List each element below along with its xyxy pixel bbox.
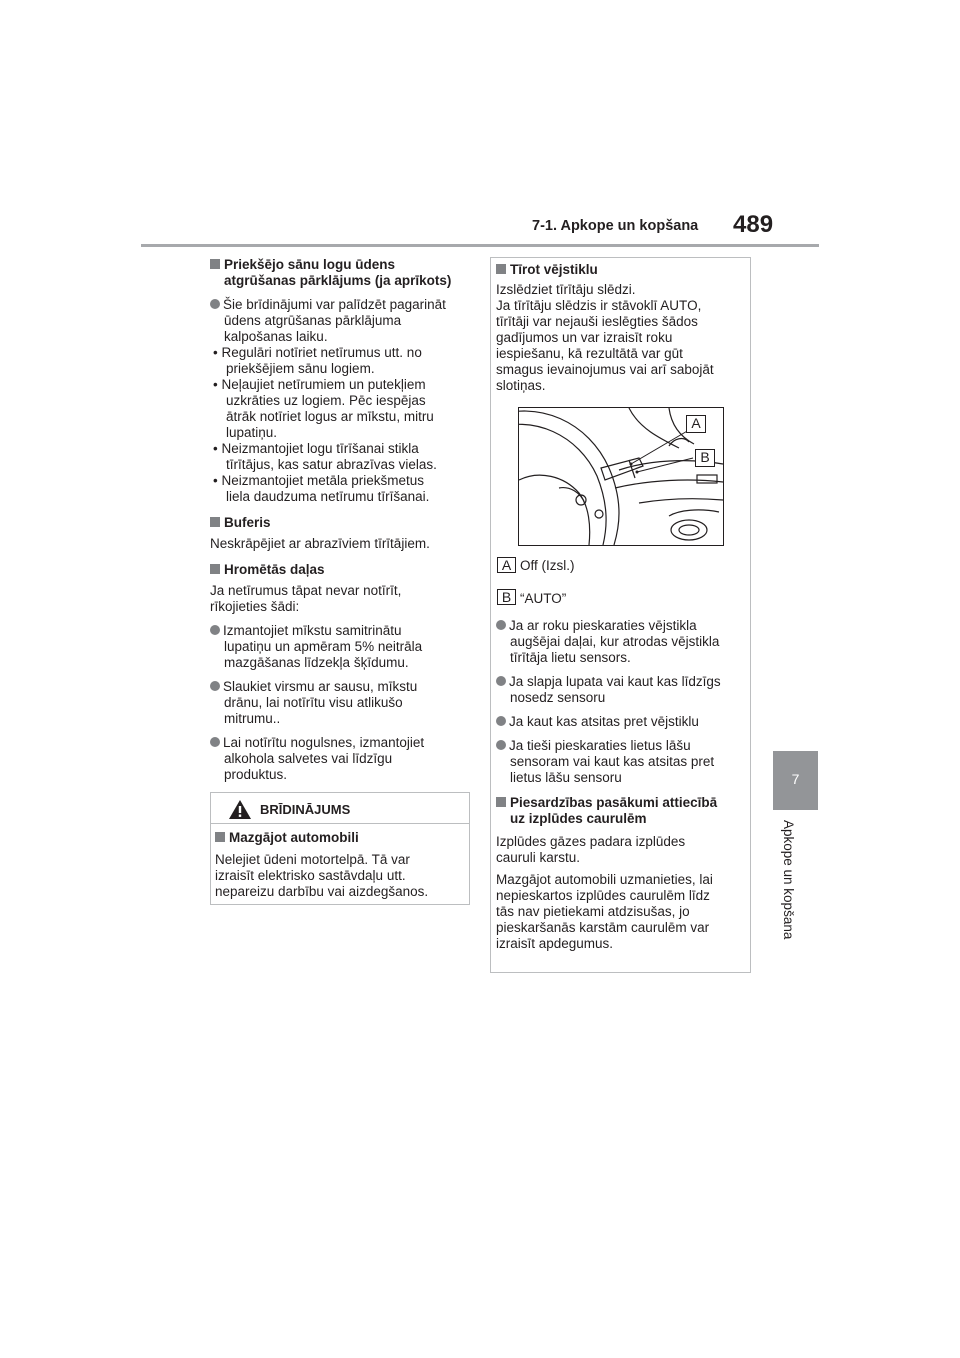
heading-side-window-coating: Priekšējo sānu logu ūdens atgrūšanas pārklājums (ja aprīkots) <box>210 257 472 289</box>
warning-icon <box>228 799 252 820</box>
list-item: Ja tieši pieskaraties lietus lāšu sensoram vai kaut kas atsitas pret lietus lāšu sensoru <box>496 738 746 786</box>
warning-header <box>211 793 469 824</box>
circle-bullet-icon <box>210 737 220 747</box>
chapter-number: 7 <box>791 771 800 787</box>
circle-bullet-icon <box>496 676 506 686</box>
paragraph-coating-intro: Šie brīdinājumi var palīdzēt pagarināt ūdens atgrūšanas pārklājuma kalpošanas laiku. <box>210 297 472 345</box>
square-bullet-icon <box>496 264 506 274</box>
list-item: Lai notīrītu nogulsnes, izmantojiet alkohola salvetes vai līdzīgu produktus. <box>210 735 472 783</box>
circle-bullet-icon <box>496 740 506 750</box>
legend-a-marker: A <box>497 557 516 573</box>
warning-title: BRĪDINĀJUMS <box>260 802 351 817</box>
square-bullet-icon <box>210 517 220 527</box>
warning-box <box>210 792 470 905</box>
legend-a-text: Off (Izsl.) <box>520 558 575 573</box>
right-column-bottom <box>496 618 746 952</box>
callout-b: B <box>695 449 715 467</box>
bullet-list <box>210 345 472 505</box>
square-bullet-icon <box>496 797 506 807</box>
paragraph-windshield: Izslēdziet tīrītāju slēdzi. Ja tīrītāju slēdzis ir stāvoklī AUTO, tīrītāji var nejauši ieslēgties šādos gadījumos un var izraisīt roku iespiešanu, kā rezultātā var gūt smagus ievainojumus vai arī sabojāt slotiņas. <box>496 282 714 393</box>
paragraph-chrome-intro: Ja netīrumus tāpat nevar notīrīt, rīkojieties šādi: <box>210 583 402 614</box>
list-item: Ja ar roku pieskaraties vējstikla augšējai daļai, kur atrodas vējstikla tīrītāja lietu sensors. <box>496 618 746 666</box>
header-divider <box>141 244 819 247</box>
list-item: Ja kaut kas atsitas pret vējstiklu <box>496 714 746 730</box>
legend-b-text: “AUTO” <box>520 591 567 606</box>
square-bullet-icon <box>210 564 220 574</box>
heading-bumper: Buferis <box>210 515 472 531</box>
heading-chrome-parts: Hromētās daļas <box>210 562 472 578</box>
list-item: Izmantojiet mīkstu samitrinātu lupatiņu un apmēram 5% neitrāla mazgāšanas līdzekļa šķīdumu. <box>210 623 472 671</box>
right-column-top <box>496 262 746 394</box>
bullet-item: • Neizmantojiet logu tīrīšanai stikla tīrītājus, kas satur abrazīvas vielas. <box>213 441 437 472</box>
heading-windshield: Tīrot vējstiklu <box>496 262 746 278</box>
list-item: Ja slapja lupata vai kaut kas līdzīgs nosedz sensoru <box>496 674 746 706</box>
paragraph-exhaust-2: Mazgājot automobili uzmanieties, lai nepieskartos izplūdes caurulēm līdz tās nav pietiekami atdzisušas, jo pieskaršanās karstām caurulēm var izraisīt apdegumus. <box>496 872 713 951</box>
square-bullet-icon <box>210 259 220 269</box>
square-bullet-icon <box>215 832 225 842</box>
chapter-tab <box>773 751 818 810</box>
circle-bullet-icon <box>210 299 220 309</box>
circle-bullet-icon <box>210 681 220 691</box>
circle-bullet-icon <box>496 620 506 630</box>
bullet-item: • Regulāri notīriet netīrumus utt. no priekšējiem sānu logiem. <box>213 345 422 376</box>
left-column <box>210 257 472 783</box>
section-title: 7-1. Apkope un kopšana <box>532 218 699 234</box>
bullet-item: • Neizmantojiet metāla priekšmetus liela daudzuma netīrumu tīrīšanai. <box>213 473 430 504</box>
list-item: Slaukiet virsmu ar sausu, mīkstu drānu, lai notīrītu visu atlikušo mitrumu.. <box>210 679 472 727</box>
page-number: 489 <box>733 211 774 238</box>
callout-a: A <box>686 415 706 433</box>
warning-heading: Mazgājot automobili <box>215 830 469 846</box>
legend-b-marker: B <box>497 589 516 605</box>
warning-text: Nelejiet ūdeni motortelpā. Tā var izraisīt elektrisko sastāvdaļu utt. nepareizu darbību vai aizdegšanos. <box>215 852 429 899</box>
paragraph-exhaust-1: Izplūdes gāzes padara izplūdes cauruli karstu. <box>496 834 686 865</box>
chapter-label: Apkope un kopšana <box>781 820 796 940</box>
paragraph-bumper: Neskrāpējiet ar abrazīviem tīrītājiem. <box>210 536 430 551</box>
circle-bullet-icon <box>496 716 506 726</box>
heading-exhaust: Piesardzības pasākumi attiecībā uz izplūdes caurulēm <box>496 795 746 827</box>
circle-bullet-icon <box>210 625 220 635</box>
bullet-item: • Neļaujiet netīrumiem un putekļiem uzkrāties uz logiem. Pēc iespējas ātrāk notīriet logus ar mīkstu, mitru lupatiņu. <box>213 377 434 440</box>
